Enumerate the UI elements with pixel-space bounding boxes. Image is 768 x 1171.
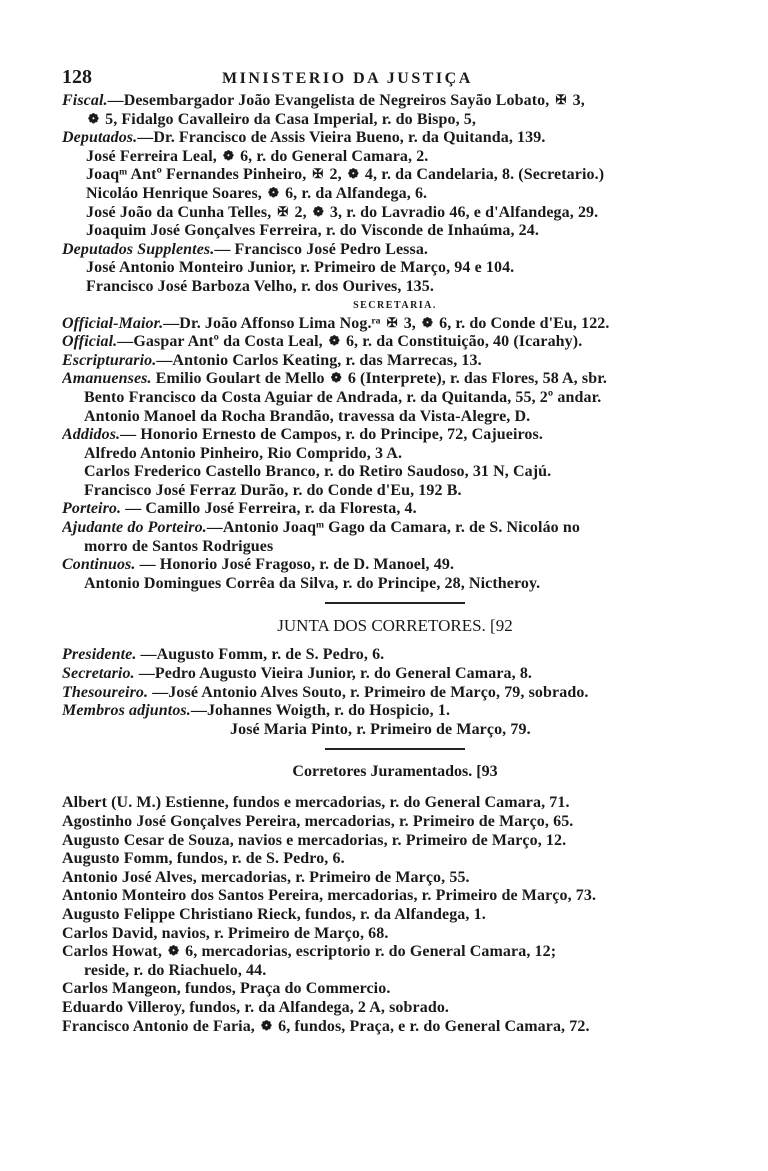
entry-line <box>62 519 728 538</box>
rose-icon: ❁ <box>88 110 99 126</box>
subsection-title <box>62 297 728 315</box>
entry-text: Francisco José Barboza Velho, r. dos Ourives, 135. <box>86 277 434 295</box>
rose-icon: ❁ <box>312 203 324 219</box>
entry-label: Official. <box>62 333 118 351</box>
entry-text: Augusto Cesar de Souza, navios e mercadorias, r. Primeiro de Março, 12. <box>62 831 567 849</box>
entry-line <box>62 222 728 241</box>
entry-line <box>62 148 728 167</box>
page-header <box>62 66 728 92</box>
entry-label: Fiscal. <box>62 92 108 109</box>
entry-text: 4, r. da Candelaria, 8. (Secretario.) <box>360 166 605 184</box>
rose-icon: ❁ <box>330 370 342 386</box>
entry-text: Bento Francisco da Costa Aguiar de Andrada, r. da Quitanda, 55, 2º andar. <box>84 388 602 406</box>
entry-text: Joaquim José Gonçalves Ferreira, r. do Visconde de Inhaúma, 24. <box>86 222 539 240</box>
entry-text: —Gaspar Antº da Costa Leal, <box>117 333 327 351</box>
entry-text: Antonio Domingues Corrêa da Silva, r. do Principe, 28, Nictheroy. <box>84 574 541 592</box>
entry-line <box>62 166 728 185</box>
entry-text: Augusto Fomm, fundos, r. de S. Pedro, 6. <box>62 850 345 868</box>
entry-line <box>62 185 728 204</box>
rose-icon: ❁ <box>328 333 340 349</box>
entry-line <box>62 111 728 130</box>
entry-text: José Ferreira Leal, <box>86 147 221 165</box>
entry-text: — Camillo José Ferreira, r. da Floresta, 4. <box>121 500 417 518</box>
entry-line <box>62 813 728 832</box>
entry-label: Official-Maior. <box>62 314 164 332</box>
entry-line <box>62 556 728 575</box>
entry-text: José João da Cunha Telles, <box>86 203 276 221</box>
rose-icon: ❁ <box>347 166 359 182</box>
entry-line <box>62 906 728 925</box>
entry-text: 5, Fidalgo Cavalleiro da Casa Imperial, r. do Bispo, 5, <box>101 110 476 128</box>
entry-line <box>62 426 728 445</box>
entry-text: morro de Santos Rodrigues <box>84 537 274 555</box>
entry-line <box>62 887 728 906</box>
entry-line <box>62 665 728 684</box>
entry-line <box>62 482 728 501</box>
junta-listing <box>62 646 728 739</box>
entry-label: Presidente. <box>62 646 137 664</box>
entry-line <box>62 832 728 851</box>
entry-line <box>62 333 728 352</box>
section-divider <box>325 602 465 604</box>
entry-text: 6, r. da Constituição, 40 (Icarahy). <box>341 333 583 351</box>
entry-line <box>62 721 728 740</box>
entry-text: — Honorio José Fragoso, r. de D. Manoel, 49. <box>135 556 455 574</box>
entry-text: Agostinho José Gonçalves Pereira, mercadorias, r. Primeiro de Março, 65. <box>62 813 574 830</box>
entry-text: —José Antonio Alves Souto, r. Primeiro de Março, 79, sobrado. <box>148 683 589 701</box>
entry-label: Amanuenses. <box>62 370 152 388</box>
entry-text: —Augusto Fomm, r. de S. Pedro, 6. <box>136 646 385 664</box>
entry-text: reside, r. do Riachuelo, 44. <box>84 961 267 979</box>
entry-text: — Honorio Ernesto de Campos, r. do Principe, 72, Cajueiros. <box>120 426 543 444</box>
cross-icon: ✠ <box>555 92 567 107</box>
entry-line <box>62 980 728 999</box>
entry-line <box>62 850 728 869</box>
entry-line <box>62 869 728 888</box>
entry-label: Deputados Supplentes. <box>62 240 215 258</box>
entry-line <box>62 204 728 223</box>
entry-text: —Antonio Carlos Keating, r. das Marrecas, 13. <box>156 351 482 369</box>
entry-line <box>62 408 728 427</box>
entry-text: Francisco José Ferraz Durão, r. do Conde d'Eu, 192 B. <box>84 481 462 499</box>
entry-line <box>62 684 728 703</box>
entry-text: —Dr. Francisco de Assis Vieira Bueno, r. da Quitanda, 139. <box>137 129 546 147</box>
rose-icon: ❁ <box>168 943 180 959</box>
entry-line <box>62 352 728 371</box>
rose-icon: ❁ <box>222 147 234 163</box>
entry-line <box>62 315 728 334</box>
rose-icon: ❁ <box>422 314 433 330</box>
entry-line <box>62 962 728 981</box>
entry-text: Joaqᵐ Antº Fernandes Pinheiro, <box>86 166 311 184</box>
entry-label: Ajudante do Porteiro. <box>62 519 207 537</box>
entry-text: 6, r. do General Camara, 2. <box>235 147 429 165</box>
entry-line <box>62 370 728 389</box>
section-title-junta: JUNTA DOS CORRETORES. [92 <box>277 616 513 636</box>
entry-text: Antonio Manoel da Rocha Brandão, travessa da Vista-Alegre, D. <box>84 407 531 425</box>
entry-line <box>62 925 728 944</box>
entry-text: —Antonio Joaqᵐ Gago da Camara, r. de S. Nicoláo no <box>206 519 580 537</box>
entry-text: 3, <box>399 314 420 332</box>
entry-line <box>62 259 728 278</box>
entry-line <box>62 943 728 962</box>
entry-label: Thesoureiro. <box>62 683 149 701</box>
entry-label: Secretario. <box>62 665 135 683</box>
entry-label: Escripturario. <box>62 351 157 369</box>
entry-text: 2, <box>290 203 311 221</box>
cross-icon: ✠ <box>386 314 398 330</box>
entry-text: — Francisco José Pedro Lessa. <box>214 240 429 258</box>
entry-text: José Maria Pinto, r. Primeiro de Março, 79. <box>230 720 531 738</box>
entry-line <box>62 794 728 813</box>
entry-line <box>62 702 728 721</box>
entry-line <box>62 129 728 148</box>
entry-line <box>62 463 728 482</box>
entry-text: Carlos David, navios, r. Primeiro de Março, 68. <box>62 924 389 942</box>
entry-text: Eduardo Villeroy, fundos, r. da Alfandega, 2 A, sobrado. <box>62 998 450 1016</box>
entry-line <box>62 999 728 1018</box>
entry-line <box>62 500 728 519</box>
cross-icon: ✠ <box>277 203 289 219</box>
entry-text: 3, r. do Lavradio 46, e d'Alfandega, 29. <box>325 203 599 221</box>
entry-text: Nicoláo Henrique Soares, <box>86 184 266 202</box>
entry-text: 3, <box>568 92 585 109</box>
entry-text: Carlos Mangeon, fundos, Praça do Commercio. <box>62 980 391 998</box>
page-number: 128 <box>62 66 92 88</box>
entry-text: Alfredo Antonio Pinheiro, Rio Comprido, 3 A. <box>84 444 403 462</box>
entry-line <box>62 389 728 408</box>
entry-line <box>62 1018 728 1037</box>
entry-text: Antonio José Alves, mercadorias, r. Primeiro de Março, 55. <box>62 868 470 886</box>
entry-text: —Dr. João Affonso Lima Nog.ʳᵃ <box>163 314 385 332</box>
entry-line <box>62 445 728 464</box>
corretores-listing <box>62 794 728 1036</box>
entry-line <box>62 575 728 594</box>
entry-label: Continuos. <box>62 556 136 574</box>
entry-line <box>62 92 728 111</box>
section-divider <box>325 748 465 750</box>
entry-text: —Desembargador João Evangelista de Negreiros Sayão Lobato, <box>107 92 554 109</box>
entry-label: Deputados. <box>62 129 138 147</box>
entry-text: Emilio Goulart de Mello <box>151 370 329 388</box>
entry-line <box>62 538 728 557</box>
rose-icon: ❁ <box>267 184 279 200</box>
cross-icon: ✠ <box>312 166 324 182</box>
entry-line <box>62 241 728 260</box>
entry-text: Francisco Antonio de Faria, <box>62 1017 260 1035</box>
entry-text: Carlos Frederico Castello Branco, r. do Retiro Saudoso, 31 N, Cajú. <box>84 463 552 481</box>
entry-text: 6, fundos, Praça, e r. do General Camara, 72. <box>274 1017 590 1035</box>
entry-text: —Johannes Woigth, r. do Hospicio, 1. <box>190 702 451 720</box>
running-title: MINISTERIO DA JUSTIÇA <box>222 70 473 87</box>
entry-text: —Pedro Augusto Vieira Junior, r. do General Camara, 8. <box>134 665 533 683</box>
entry-text: Antonio Monteiro dos Santos Pereira, mercadorias, r. Primeiro de Março, 73. <box>62 887 597 905</box>
entry-text: 6, mercadorias, escriptorio r. do General Camara, 12; <box>181 943 557 961</box>
entry-text: Augusto Felippe Christiano Rieck, fundos, r. da Alfandega, 1. <box>62 905 486 923</box>
entry-label: Membros adjuntos. <box>62 702 191 720</box>
entry-line <box>62 278 728 297</box>
rose-icon: ❁ <box>261 1017 273 1033</box>
entry-text: Carlos Howat, <box>62 943 167 961</box>
entry-text: 6, r. da Alfandega, 6. <box>280 184 428 202</box>
entry-text: 6, r. do Conde d'Eu, 122. <box>435 314 610 332</box>
entry-text: José Antonio Monteiro Junior, r. Primeiro de Março, 94 e 104. <box>86 259 515 277</box>
entry-text: 6 (Interprete), r. das Flores, 58 A, sbr. <box>343 370 608 388</box>
section-title-corretores: Corretores Juramentados. [93 <box>292 763 498 781</box>
entry-line <box>62 646 728 665</box>
entry-text: 2, <box>325 166 346 184</box>
entry-label: Porteiro. <box>62 500 122 518</box>
entry-text: SECRETARIA. <box>353 299 437 311</box>
entry-text: Albert (U. M.) Estienne, fundos e mercadorias, r. do General Camara, 71. <box>62 794 570 812</box>
ministry-listing <box>62 92 728 593</box>
entry-label: Addidos. <box>62 426 121 444</box>
